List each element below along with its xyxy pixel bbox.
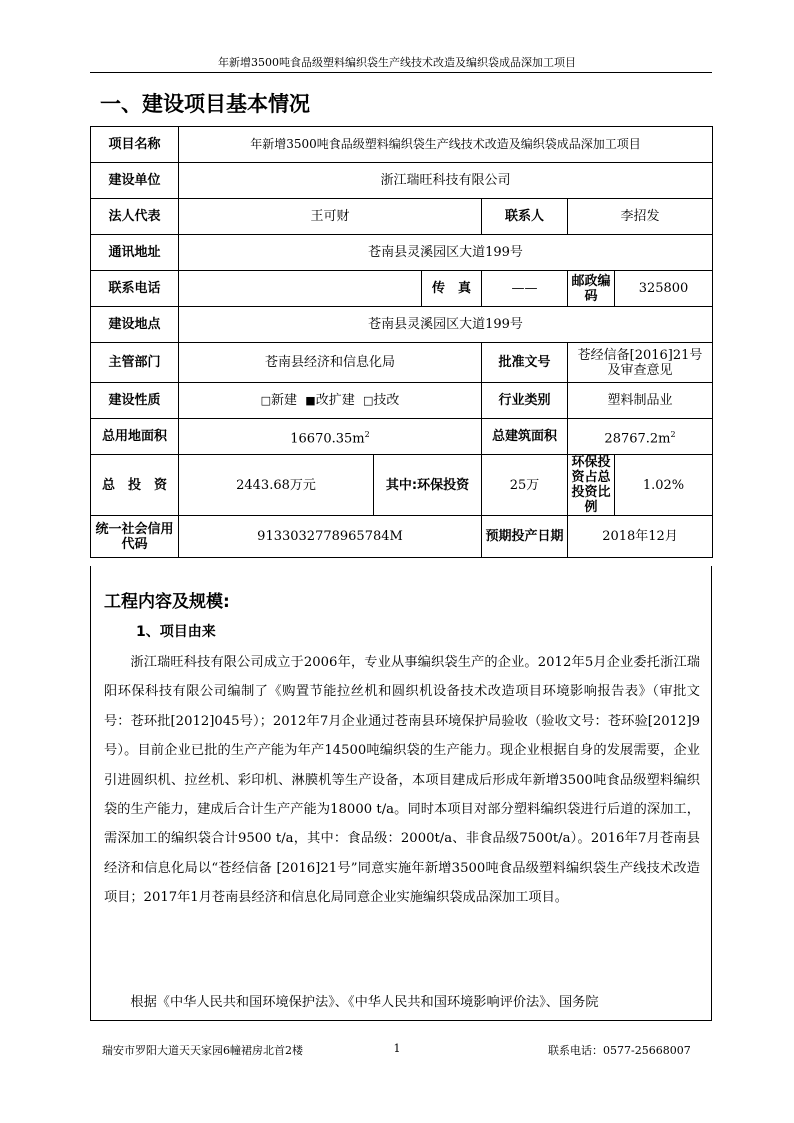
phone-label: 联系电话 bbox=[91, 271, 179, 307]
project-name-value: 年新增3500吨食品级塑料编织袋生产线技术改造及编织袋成品深加工项目 bbox=[179, 127, 713, 163]
floor-area-label: 总建筑面积 bbox=[482, 419, 568, 455]
page-header: 年新增3500吨食品级塑料编织袋生产线技术改造及编织袋成品深加工项目 bbox=[218, 56, 576, 69]
land-area-value bbox=[179, 419, 482, 455]
basic-info-table bbox=[90, 126, 713, 558]
header-divider bbox=[90, 72, 712, 73]
floor-area-number: 28767.2m bbox=[604, 431, 671, 447]
footer-phone: 联系电话：0577-25668007 bbox=[548, 1044, 691, 1057]
investment-value: 2443.68万元 bbox=[179, 455, 374, 516]
content-paragraph-1: 浙江瑞旺科技有限公司成立于2006年，专业从事编织袋生产的企业。2012年5月企业委托浙江瑞阳环保科技有限公司编制了《购置节能拉丝机和圆织机设备技术改造项目环境影响报告表》（审批文号：苍环批[2012]045号）；2012年7月企业通过苍南县环境保护局验收（验收文号：苍环验[2012]9号）。目前企业已批的生产产能为年产14500吨编织袋的生产能力。现企业根据自身的发展需要，企业引进圆织机、拉丝机、彩印机、淋膜机等生产设备，本项目建成后形成年新增3500吨食品级塑料编织袋的生产能力，建成后合计生产产能为18000 t/a。同时本项目对部分塑料编织袋进行后道的深加工，需深加工的编织袋合计9500 t/a，其中：食品级：2000t/a、非食品级7500t/a）。2016年7月苍南县经济和信息化局以“苍经信备 [2016]21号”同意实施年新增3500吨食品级塑料编织袋生产线技术改造项目；2017年1月苍南县经济和信息化局同意企业实施编织袋成品深加工项目。 bbox=[104, 655, 700, 906]
industry-value: 塑料制品业 bbox=[568, 383, 713, 419]
nature-options bbox=[179, 383, 482, 419]
content-title: 工程内容及规模: bbox=[104, 592, 230, 612]
checkbox-expansion-checked: ■ bbox=[305, 394, 316, 407]
legal-rep-label: 法人代表 bbox=[91, 199, 179, 235]
phone-value bbox=[179, 271, 422, 307]
site-label: 建设地点 bbox=[91, 307, 179, 343]
builder-value: 浙江瑞旺科技有限公司 bbox=[179, 163, 713, 199]
section-title: 一、建设项目基本情况 bbox=[100, 92, 310, 116]
env-invest-label: 其中:环保投资 bbox=[374, 455, 482, 516]
address-label: 通讯地址 bbox=[91, 235, 179, 271]
floor-area-unit-sup: 2 bbox=[670, 429, 676, 439]
approval-value bbox=[568, 343, 713, 383]
contact-value: 李招发 bbox=[568, 199, 713, 235]
nature-label: 建设性质 bbox=[91, 383, 179, 419]
checkbox-renovation: □ bbox=[362, 394, 374, 407]
approval-label: 批准文号 bbox=[482, 343, 568, 383]
footer-address: 瑞安市罗阳大道天天家园6幢裙房北首2楼 bbox=[102, 1044, 303, 1057]
land-area-unit-sup: 2 bbox=[364, 429, 370, 439]
start-date-label: 预期投产日期 bbox=[482, 516, 568, 558]
legal-rep-value: 王可财 bbox=[179, 199, 482, 235]
credit-code-label: 统一社会信用代码 bbox=[91, 516, 179, 558]
env-ratio-label: 环保投资占总投资比例 bbox=[568, 455, 615, 516]
content-paragraph-2: 根据《中华人民共和国环境保护法》、《中华人民共和国环境影响评价法》、国务院 bbox=[130, 995, 599, 1010]
approval-line-1: 苍经信备[2016]21号 bbox=[577, 347, 703, 363]
start-date-value: 2018年12月 bbox=[568, 516, 713, 558]
footer-page-number: 1 bbox=[393, 1042, 401, 1055]
project-name-label: 项目名称 bbox=[91, 127, 179, 163]
authority-value: 苍南县经济和信息化局 bbox=[179, 343, 482, 383]
credit-code-value: 9133032778965784M bbox=[179, 516, 482, 558]
address-value: 苍南县灵溪园区大道199号 bbox=[179, 235, 713, 271]
checkbox-new: □ bbox=[260, 394, 271, 407]
floor-area-value bbox=[568, 419, 713, 455]
authority-label: 主管部门 bbox=[91, 343, 179, 383]
fax-value: —— bbox=[482, 271, 568, 307]
option-new-label: 新建 bbox=[271, 393, 298, 408]
site-value: 苍南县灵溪园区大道199号 bbox=[179, 307, 713, 343]
fax-label: 传 真 bbox=[422, 271, 482, 307]
env-invest-value: 25万 bbox=[482, 455, 568, 516]
land-area-label: 总用地面积 bbox=[91, 419, 179, 455]
option-expansion-label: 改扩建 bbox=[315, 393, 355, 408]
option-renovation-label: 技改 bbox=[373, 393, 400, 408]
land-area-number: 16670.35m bbox=[290, 431, 365, 447]
builder-label: 建设单位 bbox=[91, 163, 179, 199]
contact-label: 联系人 bbox=[482, 199, 568, 235]
postcode-value: 325800 bbox=[615, 271, 713, 307]
content-subtitle: 1、项目由来 bbox=[136, 624, 216, 640]
industry-label: 行业类别 bbox=[482, 383, 568, 419]
env-ratio-value: 1.02% bbox=[615, 455, 713, 516]
postcode-label: 邮政编码 bbox=[568, 271, 615, 307]
investment-label: 总 投 资 bbox=[91, 455, 179, 516]
approval-line-2: 及审查意见 bbox=[607, 362, 673, 378]
